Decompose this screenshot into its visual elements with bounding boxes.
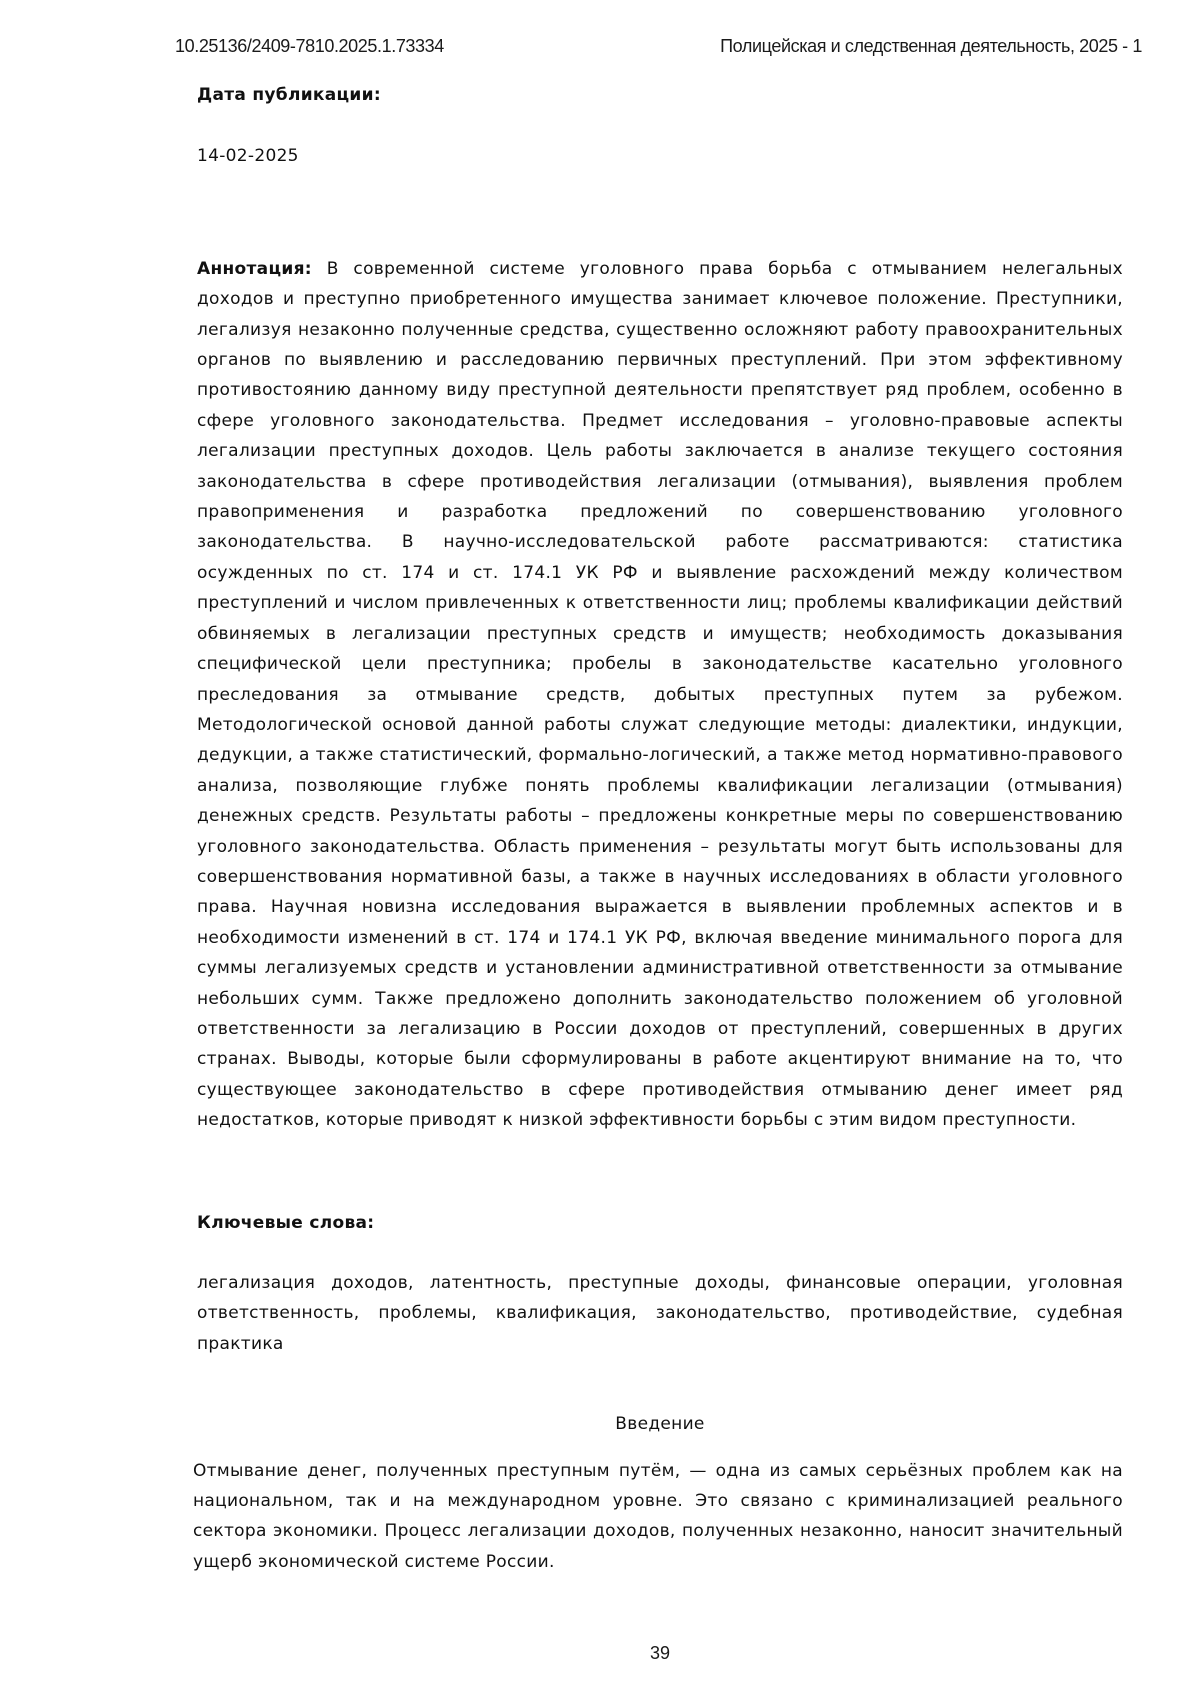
abstract bbox=[197, 254, 1123, 1136]
publication-date-label: Дата публикации: bbox=[197, 85, 381, 105]
keywords-label: Ключевые слова: bbox=[197, 1212, 375, 1233]
running-head-doi: 10.25136/2409-7810.2025.1.73334 bbox=[175, 36, 444, 56]
publication-date: 14-02-2025 bbox=[197, 146, 299, 167]
abstract-text: В современной системе уголовного права борьба с отмыванием нелегальных доходов и преступно приобретенного имущества занимает ключевое положение. Преступники, легализуя незаконно полученные средства, существенно осложняют работу правоохранительных органов по выявлению и расследованию первичных преступлений. При этом эффективному противостоянию данному виду преступной деятельности препятствует ряд проблем, особенно в сфере уголовного законодательства. Предмет исследования – уголовно-правовые аспекты легализации преступных доходов. Цель работы заключается в анализе текущего состояния законодательства в сфере противодействия легализации (отмывания), выявления проблем правоприменения и разработка предложений по совершенствованию уголовного законодательства. В научно-исследовательской работе рассматриваются: статистика осужденных по ст. 174 и ст. 174.1 УК РФ и выявление расхождений между количеством преступлений и числом привлеченных к ответственности лиц; проблемы квалификации действий обвиняемых в легализации преступных средств и имуществ; необходимость доказывания специфической цели преступника; пробелы в законодательстве касательно уголовного преследования за отмывание средств, добытых преступных путем за рубежом. Методологической основой данной работы служат следующие методы: диалектики, индукции, дедукции, а также статистический, формально-логический, а также метод нормативно-правового анализа, позволяющие глубже понять проблемы квалификации легализации (отмывания) денежных средств. Результаты работы – предложены конкретные меры по совершенствованию уголовного законодательства. Область применения – результаты могут быть использованы для совершенствования нормативной базы, а также в научных исследованиях в области уголовного права. Научная новизна исследования выражается в выявлении проблемных аспектов и в необходимости изменений в ст. 174 и 174.1 УК РФ, включая введение минимального порога для суммы легализуемых средств и установлении административной ответственности за отмывание небольших сумм. Также предложено дополнить законодательство положением об уголовной ответственности за легализацию в России доходов от преступлений, совершенных в других странах. Выводы, которые были сформулированы в работе акцентируют внимание на то, что существующее законодательство в сфере противодействия отмыванию денег имеет ряд недостатков, которые приводят к низкой эффективности борьбы с этим видом преступности. bbox=[197, 258, 1123, 1131]
introduction-paragraph: Отмывание денег, полученных преступным путём, — одна из самых серьёзных проблем как на национальном, так и на международном уровне. Это связано с криминализацией реального сектора экономики. Процесс легализации доходов, полученных незаконно, наносит значительный ущерб экономической системе России. bbox=[193, 1460, 1123, 1572]
keywords-list: легализация доходов, латентность, преступные доходы, финансовые операции, уголовная ответственность, проблемы, квалификация, законодательство, противодействие, судебная практика bbox=[197, 1273, 1123, 1354]
page-number: 39 bbox=[649, 1643, 671, 1663]
running-head-journal: Полицейская и следственная деятельность, 2025 - 1 bbox=[720, 36, 1142, 56]
section-title-introduction: Введение bbox=[615, 1414, 705, 1435]
article-content bbox=[193, 80, 1123, 1577]
abstract-label: Аннотация: bbox=[197, 258, 312, 279]
